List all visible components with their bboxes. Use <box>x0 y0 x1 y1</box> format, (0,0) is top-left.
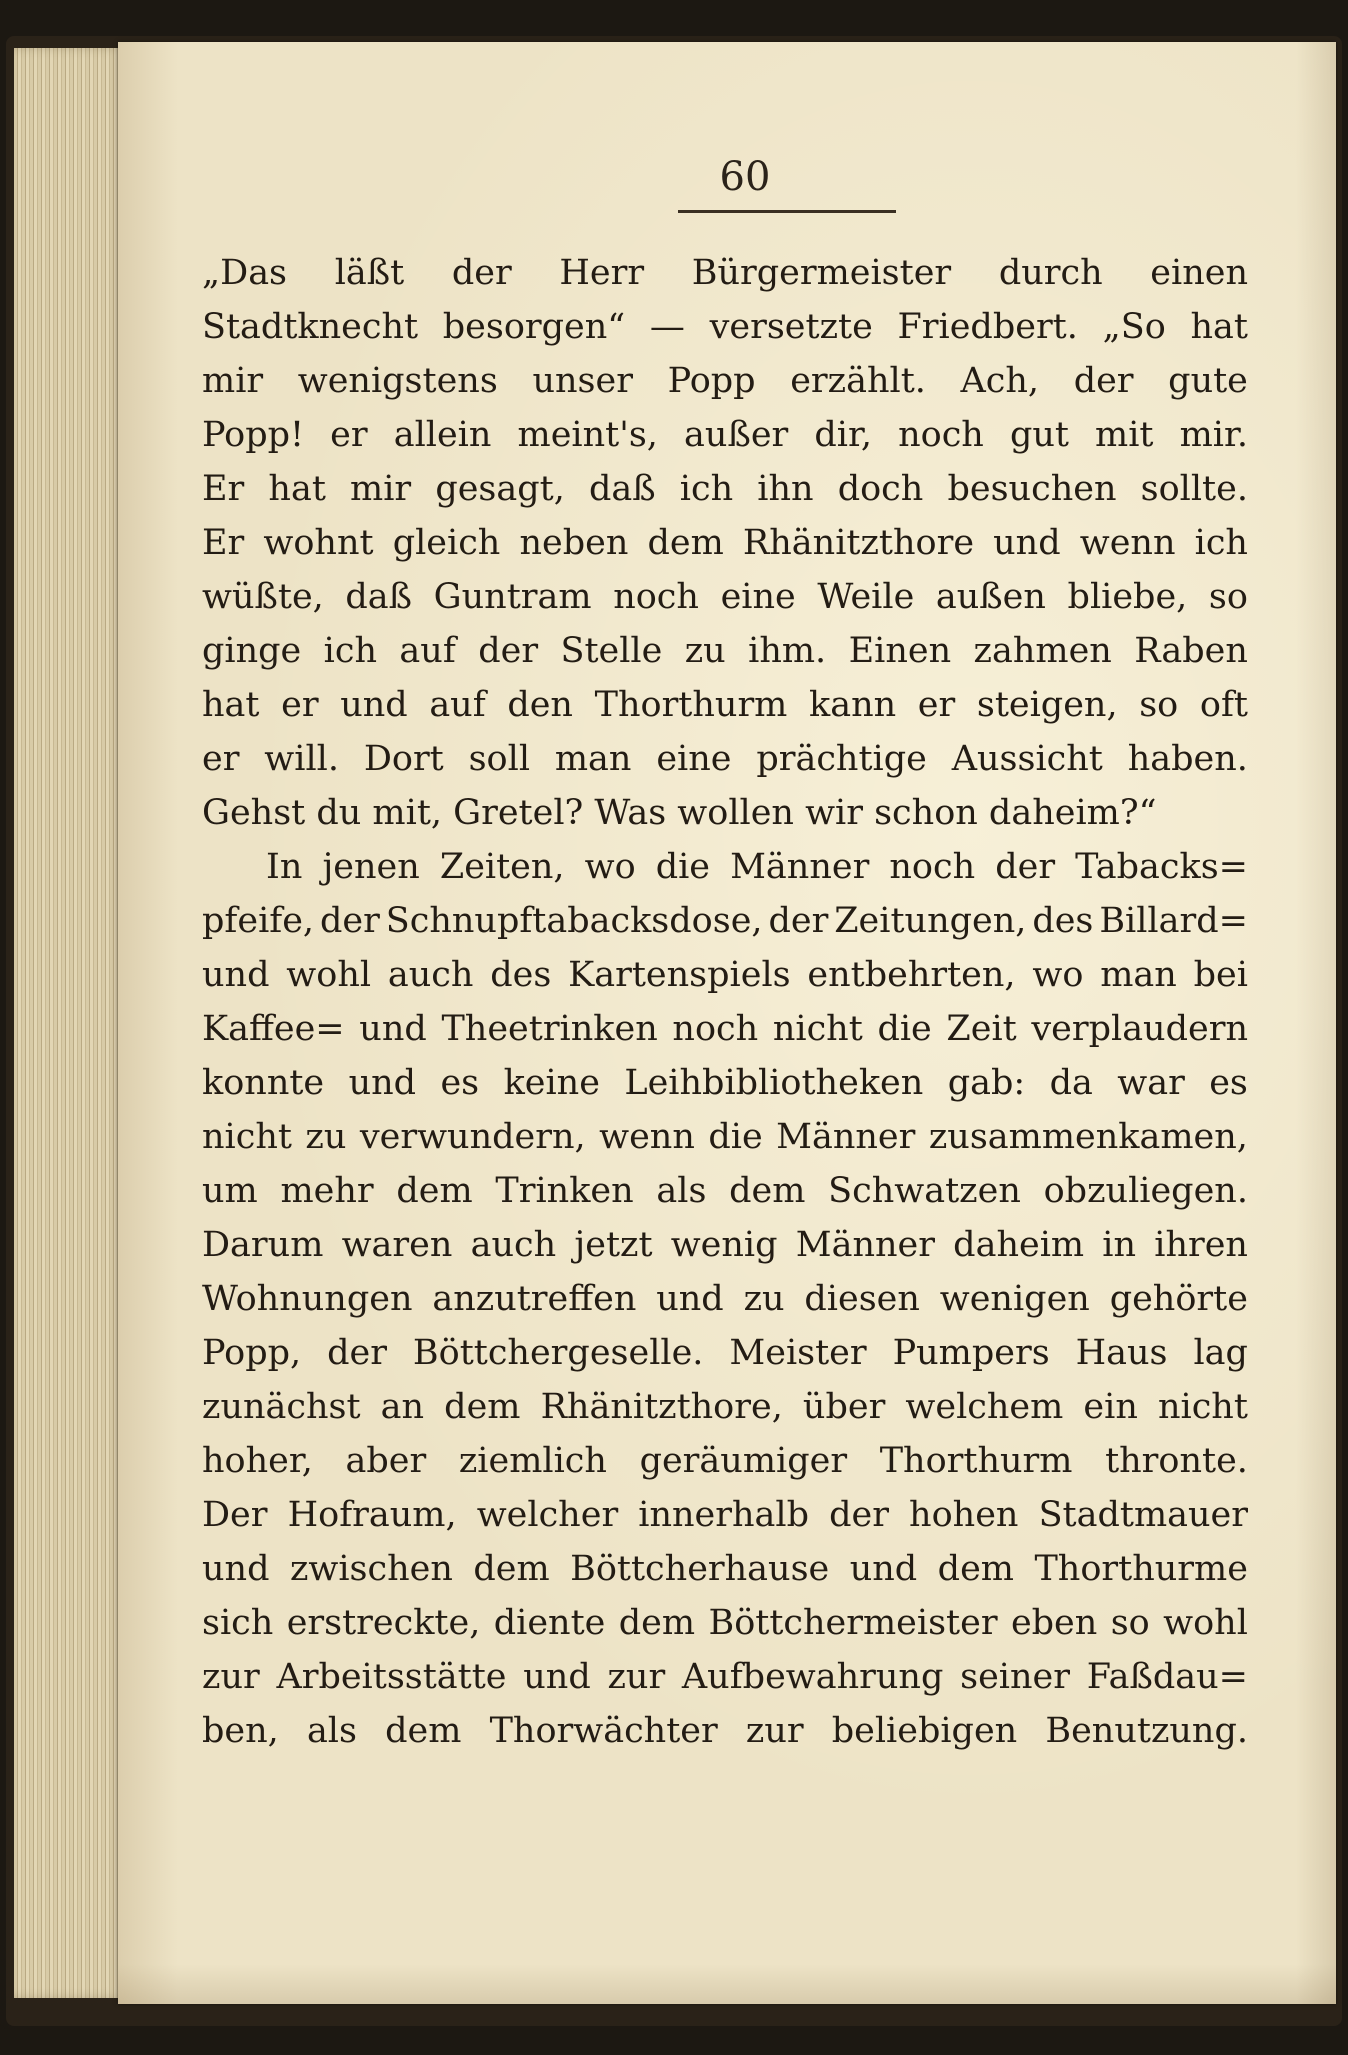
word: die <box>877 1009 932 1049</box>
word: neben <box>519 523 629 563</box>
word: Herr <box>559 253 645 293</box>
word: ein <box>1083 1387 1138 1427</box>
word: erzählt. <box>790 361 926 401</box>
word: Böttchermeister <box>708 1603 998 1643</box>
paragraph-1 <box>202 246 1248 840</box>
word: hat <box>268 469 326 509</box>
word: will. <box>264 739 339 779</box>
word: erstreckte, <box>286 1603 481 1643</box>
text-line <box>202 1380 1248 1434</box>
paragraph-2 <box>202 840 1248 1758</box>
word: sich <box>202 1603 274 1643</box>
word: mehr <box>280 1171 374 1211</box>
word: er <box>202 739 240 779</box>
word: außer <box>684 415 789 455</box>
word: zur <box>607 1657 666 1697</box>
word: sollte. <box>1140 469 1248 509</box>
word: diente <box>493 1603 606 1643</box>
word: welchem <box>905 1387 1064 1427</box>
word: jenen <box>322 847 420 887</box>
word: die <box>655 847 711 887</box>
word: der <box>1073 361 1134 401</box>
text-line <box>202 1002 1248 1056</box>
word: zu <box>684 631 726 671</box>
word: ben, <box>202 1711 279 1751</box>
text-line <box>202 1110 1248 1164</box>
word: Theetrinken <box>441 1009 658 1049</box>
word: wo <box>1032 955 1084 995</box>
text-line <box>202 1542 1248 1596</box>
word: ginge <box>202 631 302 671</box>
word: auch <box>470 1225 557 1265</box>
word: der <box>451 253 512 293</box>
word: er <box>330 415 368 455</box>
word: der <box>478 631 539 671</box>
word: Böttchergeselle. <box>412 1333 704 1373</box>
word: beliebigen <box>831 1711 1018 1751</box>
word: außen <box>935 577 1046 617</box>
word: versetzte <box>709 307 873 347</box>
text-line <box>202 570 1248 624</box>
word: war <box>1117 1063 1185 1103</box>
word: Aussicht <box>951 739 1103 779</box>
word: der <box>327 1333 387 1373</box>
word: oft <box>1199 685 1248 725</box>
text-line: Gehst du mit, Gretel? Was wollen wir schon daheim?“ <box>202 793 1157 833</box>
word: zur <box>745 1711 804 1751</box>
body-text <box>202 246 1248 1758</box>
word: so <box>1208 577 1248 617</box>
word: gut <box>1009 415 1069 455</box>
word: kann <box>809 685 897 725</box>
word: nicht <box>1157 1387 1248 1427</box>
word: Popp, <box>202 1333 302 1373</box>
word: der <box>995 847 1056 887</box>
word: verwundern, <box>359 1117 586 1157</box>
word: diesen <box>804 1279 920 1319</box>
word: Benutzung. <box>1045 1711 1248 1751</box>
word: noch <box>898 415 984 455</box>
word: so <box>1110 1603 1150 1643</box>
text-line <box>202 1596 1248 1650</box>
word: hohen <box>909 1495 1019 1535</box>
text-line <box>202 300 1248 354</box>
word: gute <box>1168 361 1248 401</box>
word: Raben <box>1134 631 1248 671</box>
word: wohl <box>1163 1603 1248 1643</box>
word: noch <box>613 577 699 617</box>
text-line <box>202 246 1248 300</box>
word: wenigstens <box>297 361 498 401</box>
word: es <box>1209 1063 1248 1103</box>
word: zunächst <box>202 1387 361 1427</box>
word: Er <box>202 523 245 563</box>
word: geräumiger <box>639 1441 848 1481</box>
word: der <box>829 1495 889 1535</box>
word: zu <box>305 1117 347 1157</box>
word: Der <box>202 1495 268 1535</box>
word: und <box>202 955 270 995</box>
word: Rhänitzthore, <box>540 1387 783 1427</box>
word: mir. <box>1179 415 1248 455</box>
text-line <box>202 1326 1248 1380</box>
word: anzutreffen <box>432 1279 637 1319</box>
word: er <box>917 685 956 725</box>
header-rule <box>678 210 896 213</box>
word: keine <box>503 1063 600 1103</box>
word: Arbeitsstätte <box>276 1657 507 1697</box>
word: auch <box>387 955 474 995</box>
text-line <box>202 354 1248 408</box>
word: und <box>202 1549 270 1589</box>
word: und <box>993 523 1061 563</box>
word: Hofraum, <box>287 1495 457 1535</box>
word: über <box>802 1387 886 1427</box>
word: daß <box>345 577 413 617</box>
word: dem <box>729 1171 806 1211</box>
word: wenn <box>599 1117 695 1157</box>
word: und <box>348 1063 417 1103</box>
word: Thorthurm <box>879 1441 1073 1481</box>
word: auf <box>429 685 486 725</box>
word: der <box>319 901 380 941</box>
word: daß <box>589 469 656 509</box>
word: Zeit <box>946 1009 1017 1049</box>
word: eine <box>656 739 732 779</box>
word: zu <box>743 1279 785 1319</box>
word: dem <box>647 523 724 563</box>
word: ziemlich <box>458 1441 607 1481</box>
word: mir <box>350 469 412 509</box>
word: Einen <box>848 631 952 671</box>
word: gleich <box>392 523 501 563</box>
text-line <box>202 1272 1248 1326</box>
word: es <box>440 1063 480 1103</box>
word: als <box>656 1171 707 1211</box>
word: „So <box>1102 307 1166 347</box>
word: Darum <box>202 1225 324 1265</box>
word: Meister <box>729 1333 867 1373</box>
word: dem <box>444 1387 521 1427</box>
word: Aufbewahrung <box>681 1657 944 1697</box>
word: Tabacks= <box>1075 847 1248 887</box>
word: meint's, <box>517 415 658 455</box>
word: Thorwächter <box>489 1711 718 1751</box>
word: durch <box>998 253 1103 293</box>
word: ich <box>323 631 378 671</box>
word: Haus <box>1075 1333 1168 1373</box>
word: wohl <box>286 955 372 995</box>
word: steigen, <box>976 685 1118 725</box>
word: Stadtmauer <box>1038 1495 1248 1535</box>
text-line <box>202 1650 1248 1704</box>
text-line <box>202 1218 1248 1272</box>
word: nicht <box>772 1009 863 1049</box>
word: eine <box>720 577 796 617</box>
word: in <box>1102 1225 1137 1265</box>
word: lag <box>1193 1333 1248 1373</box>
page-edges <box>14 48 124 1998</box>
word: wenig <box>670 1225 778 1265</box>
word: den <box>507 685 573 725</box>
word: Popp! <box>202 415 305 455</box>
word: ich <box>1194 523 1248 563</box>
word: Schnupftabacksdose, <box>385 901 763 941</box>
word: — <box>649 307 685 347</box>
word: wo <box>584 847 636 887</box>
word: welcher <box>476 1495 619 1535</box>
word: um <box>202 1171 258 1211</box>
word: pfeife, <box>202 901 315 941</box>
word: da <box>1049 1063 1093 1103</box>
word: Böttcherhause <box>570 1549 830 1589</box>
word: Stadtknecht <box>202 307 419 347</box>
word: obzuliegen. <box>1043 1171 1248 1211</box>
word: Leihbibliotheken <box>624 1063 924 1103</box>
word: und <box>849 1549 918 1589</box>
word: mit <box>1095 415 1154 455</box>
word: er <box>281 685 319 725</box>
word: In <box>266 847 303 887</box>
word: Stelle <box>560 631 663 671</box>
text-line <box>202 894 1248 948</box>
word: besuchen <box>947 469 1117 509</box>
word: thronte. <box>1105 1441 1248 1481</box>
word: dem <box>385 1711 462 1751</box>
word: wüßte, <box>202 577 324 617</box>
word: einen <box>1150 253 1248 293</box>
word: noch <box>889 847 976 887</box>
word: und <box>340 685 408 725</box>
word: und <box>523 1657 591 1697</box>
word: gab: <box>947 1063 1026 1103</box>
word: Dort <box>363 739 444 779</box>
word: und <box>656 1279 724 1319</box>
text-line <box>202 948 1248 1002</box>
word: Männer <box>776 1117 916 1157</box>
word: zur <box>202 1657 260 1697</box>
text-line <box>202 1056 1248 1110</box>
word: wenn <box>1079 523 1176 563</box>
word: hat <box>202 685 260 725</box>
word: besorgen“ <box>442 307 626 347</box>
word: Ach, <box>960 361 1040 401</box>
word: Schwatzen <box>828 1171 1021 1211</box>
text-line <box>202 1434 1248 1488</box>
word: Faßdau= <box>1086 1657 1248 1697</box>
word: Thorthurme <box>1034 1549 1248 1589</box>
text-line <box>202 1488 1248 1542</box>
word: hoher, <box>202 1441 313 1481</box>
word: ihn <box>757 469 814 509</box>
word: des <box>490 955 552 995</box>
word: Rhänitzthore <box>742 523 975 563</box>
text-line <box>202 732 1248 786</box>
word: dem <box>618 1603 696 1643</box>
word: als <box>306 1711 357 1751</box>
word: Thorthurm <box>594 685 788 725</box>
word: waren <box>341 1225 453 1265</box>
word: die <box>708 1117 763 1157</box>
word: Trinken <box>495 1171 634 1211</box>
word: man <box>554 739 632 779</box>
word: verplaudern <box>1031 1009 1248 1049</box>
word: aber <box>345 1441 427 1481</box>
text-line <box>202 516 1248 570</box>
text-line <box>202 678 1248 732</box>
word: Wohnungen <box>202 1279 413 1319</box>
word: so <box>1139 685 1179 725</box>
word: ihren <box>1154 1225 1248 1265</box>
word: auf <box>399 631 456 671</box>
word: eben <box>1010 1603 1098 1643</box>
word: Bürgermeister <box>691 253 952 293</box>
word: dir, <box>814 415 872 455</box>
word: Zeiten, <box>439 847 565 887</box>
word: dem <box>396 1171 473 1211</box>
word: Weile <box>817 577 915 617</box>
word: „Das <box>202 253 288 293</box>
word: man <box>1100 955 1177 995</box>
word: zahmen <box>973 631 1112 671</box>
word: allein <box>393 415 492 455</box>
word: bei <box>1193 955 1248 995</box>
word: noch <box>672 1009 759 1049</box>
word: Männer <box>730 847 870 887</box>
word: und <box>359 1009 427 1049</box>
word: Billard= <box>1099 901 1248 941</box>
word: gesagt, <box>435 469 565 509</box>
word: doch <box>837 469 924 509</box>
word: daheim <box>953 1225 1085 1265</box>
text-line <box>202 408 1248 462</box>
word: Zeitungen, <box>834 901 1027 941</box>
word: der <box>768 901 829 941</box>
text-line <box>202 1704 1248 1758</box>
word: zusammenkamen, <box>928 1117 1248 1157</box>
word: haben. <box>1127 739 1248 779</box>
word: zwischen <box>289 1549 453 1589</box>
word: jetzt <box>574 1225 653 1265</box>
word: nicht <box>202 1117 292 1157</box>
word: gehörte <box>1109 1279 1248 1319</box>
word: soll <box>468 739 531 779</box>
word: entbehrten, <box>807 955 1016 995</box>
word: des <box>1032 901 1094 941</box>
word: Popp <box>667 361 756 401</box>
text-line <box>202 624 1248 678</box>
word: Friedbert. <box>897 307 1078 347</box>
word: dem <box>937 1549 1014 1589</box>
text-line <box>202 840 1248 894</box>
word: Pumpers <box>892 1333 1050 1373</box>
word: an <box>380 1387 425 1427</box>
word: seiner <box>960 1657 1070 1697</box>
word: prächtige <box>756 739 927 779</box>
word: dem <box>473 1549 550 1589</box>
word: mir <box>202 361 264 401</box>
word: wohnt <box>263 523 374 563</box>
word: Guntram <box>433 577 592 617</box>
word: hat <box>1190 307 1248 347</box>
text-line <box>202 462 1248 516</box>
word: unser <box>532 361 633 401</box>
word: Männer <box>795 1225 935 1265</box>
word: innerhalb <box>638 1495 809 1535</box>
word: wenigen <box>939 1279 1090 1319</box>
page-number: 60 <box>719 154 771 200</box>
word: Kartenspiels <box>568 955 791 995</box>
word: bliebe, <box>1067 577 1188 617</box>
word: ihm. <box>748 631 827 671</box>
word: konnte <box>202 1063 325 1103</box>
text-line <box>202 1164 1248 1218</box>
word: ich <box>679 469 734 509</box>
word: läßt <box>334 253 405 293</box>
word: Kaffee= <box>202 1009 345 1049</box>
word: Er <box>202 469 245 509</box>
